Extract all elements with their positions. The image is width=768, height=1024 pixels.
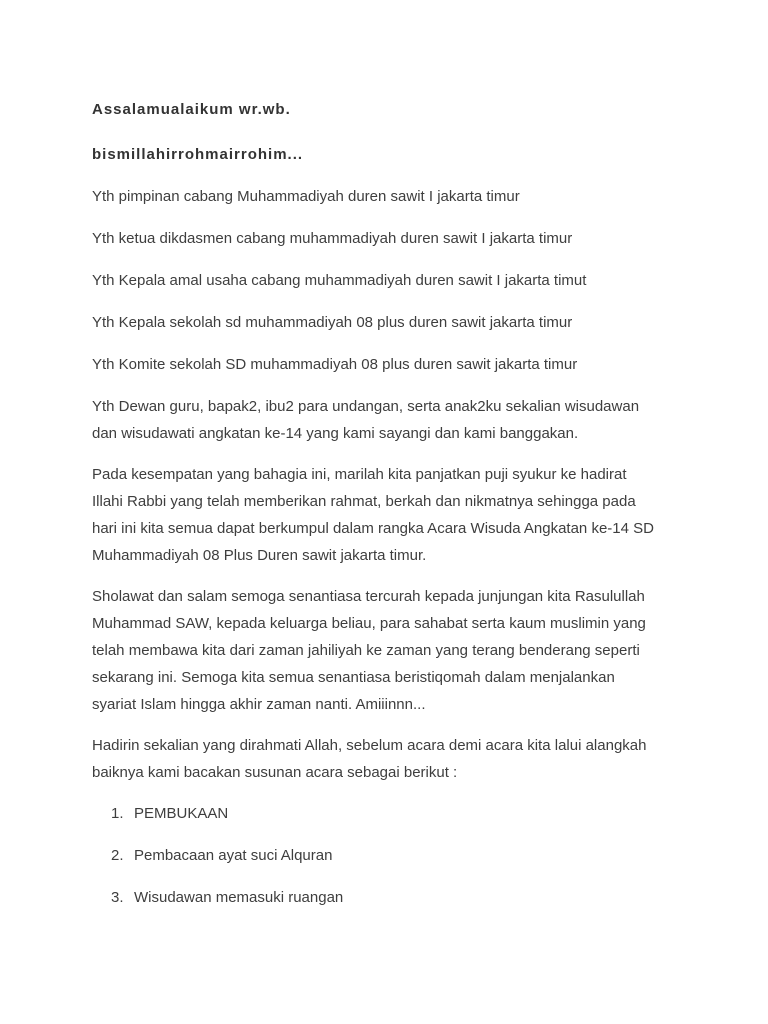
agenda-item — [111, 800, 676, 827]
text-line: sekarang ini. Semoga kita semua senantiasa beristiqomah dalam menjalankan — [92, 669, 615, 686]
paragraph — [92, 461, 676, 569]
greeting-line: Yth ketua dikdasmen cabang muhammadiyah duren sawit I jakarta timur — [92, 230, 573, 247]
text-line: Muhammad SAW, kepada keluarga beliau, para sahabat serta kaum muslimin yang — [92, 615, 646, 632]
agenda-list — [111, 800, 676, 911]
agenda-item-number: 2. — [111, 847, 124, 864]
text-line: hari ini kita semua dapat berkumpul dalam rangka Acara Wisuda Angkatan ke-14 SD — [92, 520, 654, 537]
paragraph — [92, 732, 676, 786]
salutation-line: Assalamualaikum wr.wb. — [92, 101, 291, 118]
text-line: syariat Islam hingga akhir zaman nanti. Amiiinnn... — [92, 696, 426, 713]
agenda-item-label: Wisudawan memasuki ruangan — [134, 889, 344, 906]
text-line: baiknya kami bacakan susunan acara sebagai berikut : — [92, 764, 458, 781]
text-line: Yth Dewan guru, bapak2, ibu2 para undangan, serta anak2ku sekalian wisudawan — [92, 398, 640, 415]
text-line: Illahi Rabbi yang telah memberikan rahmat, berkah dan nikmatnya sehingga pada — [92, 493, 636, 510]
text-line: Sholawat dan salam semoga senantiasa tercurah kepada junjungan kita Rasulullah — [92, 588, 645, 605]
agenda-item-number: 3. — [111, 889, 124, 906]
greeting-line: Yth Komite sekolah SD muhammadiyah 08 plus duren sawit jakarta timur — [92, 356, 578, 373]
greeting-line: Yth pimpinan cabang Muhammadiyah duren sawit I jakarta timur — [92, 188, 520, 205]
agenda-item-label: Pembacaan ayat suci Alquran — [134, 847, 333, 864]
text-line: Pada kesempatan yang bahagia ini, marilah kita panjatkan puji syukur ke hadirat — [92, 466, 627, 483]
agenda-item-label: PEMBUKAAN — [134, 805, 229, 822]
greeting-line: Yth Kepala sekolah sd muhammadiyah 08 plus duren sawit jakarta timur — [92, 314, 573, 331]
text-line: Muhammadiyah 08 Plus Duren sawit jakarta timur. — [92, 547, 427, 564]
paragraph — [92, 583, 676, 718]
text-line: dan wisudawati angkatan ke-14 yang kami sayangi dan kami banggakan. — [92, 425, 579, 442]
paragraph — [92, 393, 676, 447]
text-line: Hadirin sekalian yang dirahmati Allah, sebelum acara demi acara kita lalui alangkah — [92, 737, 647, 754]
agenda-item-number: 1. — [111, 805, 124, 822]
greeting-line: Yth Kepala amal usaha cabang muhammadiyah duren sawit I jakarta timut — [92, 272, 587, 289]
basmalah-line: bismillahirrohmairrohim... — [92, 146, 304, 163]
text-line: telah membawa kita dari zaman jahiliyah ke zaman yang terang benderang seperti — [92, 642, 640, 659]
agenda-item — [111, 842, 676, 869]
agenda-item — [111, 884, 676, 911]
